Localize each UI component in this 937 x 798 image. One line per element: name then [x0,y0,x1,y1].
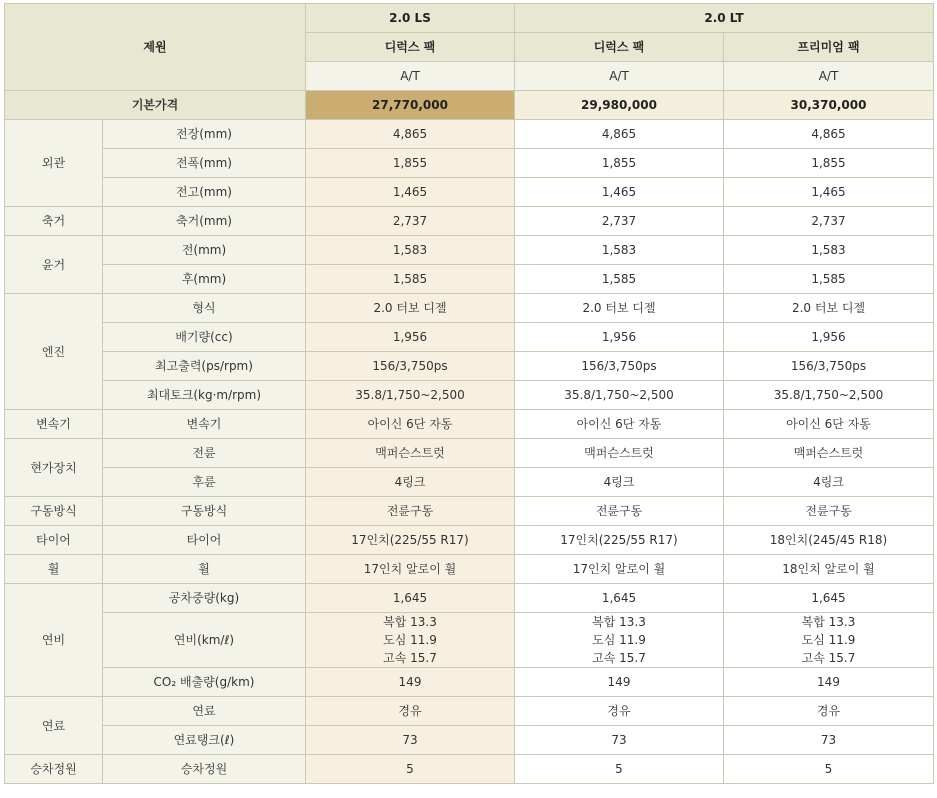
spec-value: 18인치 알로이 휠 [724,555,934,584]
spec-value: 맥퍼슨스트럿 [724,439,934,468]
efficiency-combined: 복합 13.3 [592,615,646,629]
efficiency-city: 도심 11.9 [383,633,437,647]
spec-value: 1,583 [515,236,724,265]
item-label: 전륜 [103,439,306,468]
spec-value: 2.0 터보 디젤 [724,294,934,323]
category-label: 엔진 [5,294,103,410]
item-label: 연료 [103,697,306,726]
price-value: 30,370,000 [724,91,934,120]
table-row [5,439,934,468]
price-label: 기본가격 [5,91,306,120]
spec-value: 17인치 알로이 휠 [306,555,515,584]
pack-lt2-header: 프리미엄 팩 [724,33,934,62]
table-row [5,381,934,410]
spec-value: 17인치(225/55 R17) [515,526,724,555]
table-row [5,584,934,613]
category-label: 구동방식 [5,497,103,526]
spec-value [515,613,724,668]
item-label: 최고출력(ps/rpm) [103,352,306,381]
item-label: 최대토크(kg·m/rpm) [103,381,306,410]
spec-value: 2.0 터보 디젤 [306,294,515,323]
spec-value: 35.8/1,750~2,500 [515,381,724,410]
category-label: 변속기 [5,410,103,439]
category-label: 연료 [5,697,103,755]
spec-value: 149 [724,668,934,697]
category-label: 타이어 [5,526,103,555]
spec-value: 아이신 6단 자동 [306,410,515,439]
spec-value: 4,865 [724,120,934,149]
spec-value: 1,465 [515,178,724,207]
spec-value: 아이신 6단 자동 [515,410,724,439]
spec-value: 35.8/1,750~2,500 [306,381,515,410]
spec-value: 17인치 알로이 휠 [515,555,724,584]
item-label: 후(mm) [103,265,306,294]
spec-value: 73 [306,726,515,755]
table-row [5,726,934,755]
table-row [5,294,934,323]
efficiency-highway: 고속 15.7 [383,651,437,665]
item-label: CO₂ 배출량(g/km) [103,668,306,697]
spec-value: 18인치(245/45 R18) [724,526,934,555]
category-label: 축거 [5,207,103,236]
table-row [5,120,934,149]
price-value: 27,770,000 [306,91,515,120]
efficiency-city: 도심 11.9 [592,633,646,647]
spec-value: 149 [306,668,515,697]
trans-lt2-header: A/T [724,62,934,91]
item-label: 배기량(cc) [103,323,306,352]
spec-value: 1,465 [306,178,515,207]
pack-lt1-header: 디럭스 팩 [515,33,724,62]
item-label: 축거(mm) [103,207,306,236]
spec-value: 전륜구동 [724,497,934,526]
category-label: 윤거 [5,236,103,294]
spec-value: 전륜구동 [515,497,724,526]
spec-value: 4링크 [724,468,934,497]
table-row [5,323,934,352]
table-row [5,613,934,668]
trim-ls-header: 2.0 LS [306,4,515,33]
table-row [5,668,934,697]
category-label: 현가장치 [5,439,103,497]
spec-value: 2,737 [306,207,515,236]
item-label: 공차중량(kg) [103,584,306,613]
item-label: 전(mm) [103,236,306,265]
spec-value: 1,956 [724,323,934,352]
item-label: 전폭(mm) [103,149,306,178]
spec-value: 149 [515,668,724,697]
spec-value: 4링크 [306,468,515,497]
table-row [5,410,934,439]
spec-value [724,613,934,668]
spec-value: 전륜구동 [306,497,515,526]
efficiency-highway: 고속 15.7 [801,651,856,665]
spec-value: 73 [724,726,934,755]
header-row-trim [5,4,934,33]
table-row [5,149,934,178]
spec-value: 1,585 [724,265,934,294]
spec-value: 156/3,750ps [515,352,724,381]
item-label: 전고(mm) [103,178,306,207]
table-row [5,352,934,381]
spec-value [306,613,515,668]
table-row [5,178,934,207]
spec-value: 경유 [515,697,724,726]
spec-value: 아이신 6단 자동 [724,410,934,439]
efficiency-highway: 고속 15.7 [592,651,646,665]
category-label: 승차정원 [5,755,103,784]
item-label: 연비(km/ℓ) [103,613,306,668]
spec-value: 1,645 [306,584,515,613]
spec-value: 2.0 터보 디젤 [515,294,724,323]
spec-value: 1,855 [306,149,515,178]
spec-value: 2,737 [724,207,934,236]
spec-value: 1,855 [724,149,934,178]
spec-value: 1,583 [306,236,515,265]
spec-value: 1,855 [515,149,724,178]
item-label: 휠 [103,555,306,584]
item-label: 연료탱크(ℓ) [103,726,306,755]
item-label: 변속기 [103,410,306,439]
spec-value: 1,585 [515,265,724,294]
efficiency-combined: 복합 13.3 [383,615,437,629]
spec-value: 156/3,750ps [306,352,515,381]
spec-value: 4,865 [306,120,515,149]
spec-value: 맥퍼슨스트럿 [515,439,724,468]
spec-value: 2,737 [515,207,724,236]
item-label: 전장(mm) [103,120,306,149]
spec-value: 5 [306,755,515,784]
spec-value: 1,956 [306,323,515,352]
table-row [5,497,934,526]
table-row [5,236,934,265]
spec-value: 맥퍼슨스트럿 [306,439,515,468]
spec-value: 4,865 [515,120,724,149]
spec-value: 경유 [306,697,515,726]
spec-value: 1,583 [724,236,934,265]
spec-value: 1,645 [724,584,934,613]
spec-table [4,3,934,784]
spec-value: 1,465 [724,178,934,207]
spec-header-label: 제원 [5,4,306,91]
table-row [5,526,934,555]
spec-value: 5 [724,755,934,784]
item-label: 형식 [103,294,306,323]
spec-value: 1,956 [515,323,724,352]
category-label: 휠 [5,555,103,584]
spec-value: 4링크 [515,468,724,497]
spec-value: 156/3,750ps [724,352,934,381]
table-row [5,265,934,294]
efficiency-combined: 복합 13.3 [801,615,856,629]
spec-value: 경유 [724,697,934,726]
table-row [5,207,934,236]
trim-lt-header: 2.0 LT [515,4,934,33]
item-label: 구동방식 [103,497,306,526]
pack-ls-header: 디럭스 팩 [306,33,515,62]
price-row [5,91,934,120]
table-row [5,468,934,497]
table-row [5,555,934,584]
spec-value: 1,585 [306,265,515,294]
efficiency-city: 도심 11.9 [801,633,856,647]
price-value: 29,980,000 [515,91,724,120]
item-label: 승차정원 [103,755,306,784]
spec-value: 17인치(225/55 R17) [306,526,515,555]
trans-ls-header: A/T [306,62,515,91]
trans-lt1-header: A/T [515,62,724,91]
category-label: 연비 [5,584,103,697]
spec-value: 73 [515,726,724,755]
spec-value: 5 [515,755,724,784]
table-row [5,697,934,726]
spec-value: 1,645 [515,584,724,613]
item-label: 타이어 [103,526,306,555]
item-label: 후륜 [103,468,306,497]
category-label: 외관 [5,120,103,207]
table-row [5,755,934,784]
spec-value: 35.8/1,750~2,500 [724,381,934,410]
